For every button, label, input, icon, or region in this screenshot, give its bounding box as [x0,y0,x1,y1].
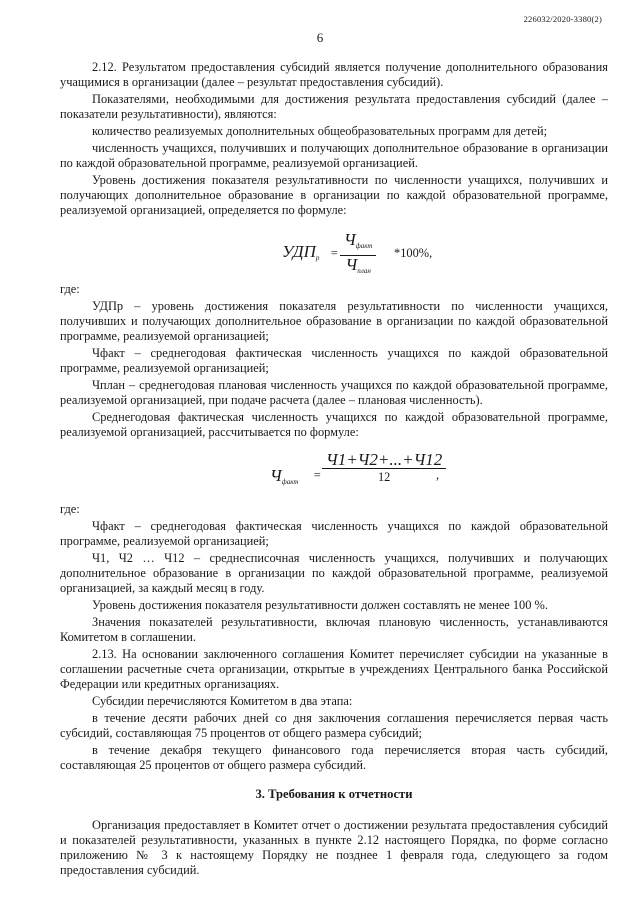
average-formula-intro: Среднегодовая фактическая численность учащихся по каждой образовательной программе, реализуемой организацией, рассчитывается по формуле: [60,410,608,439]
doc-number: 226032/2020-3380(2) [523,14,602,24]
formula1-lhs: УДП [282,242,316,261]
two-stages: Субсидии перечисляются Комитетом в два этапа: [92,694,353,708]
formula2-num: Ч1+Ч2+...+Ч12 [322,452,446,469]
formula1-den: Ч [345,255,358,274]
formula1-lhs-sub: р [315,254,320,262]
formula1-num-sub: факт [355,242,373,250]
formula2-lhs-sub: факт [281,478,299,486]
definition-ch-fakt-2: Чфакт – среднегодовая фактическая численность учащихся по каждой образовательной программе, реализуемой организацией; [60,519,608,548]
indicator-1: количество реализуемых дополнительных общеобразовательных программ для детей; [92,124,548,138]
formula1-tail: *100%, [394,246,433,260]
values-set: Значения показателей результативности, включая плановую численность, устанавливаются Комитетом в соглашении. [60,615,608,644]
definition-udp: УДПр – уровень достижения показателя результативности по численности учащихся, получивших и получающих дополнительное образование в организации по каждой образовательной программе, реализуемой организацией; [60,299,608,343]
where-label-2: где: [60,502,80,516]
formula1-eq: = [330,246,339,260]
report-requirement: Организация предоставляет в Комитет отчет о достижении результата предоставления субсидий и показателей результативности, указанных в пункте 2.12 настоящего Порядка, по форме согласно приложению № 3 к настоящему Порядку не позднее 1 февраля года, следующего за годом предоставления субсидий. [60,818,608,877]
formula1-num: Ч [344,230,356,249]
where-label-1: где: [60,282,80,296]
definition-ch-fakt: Чфакт – среднегодовая фактическая численность учащихся по каждой образовательной программе, реализуемой организацией; [60,346,608,375]
level-formula-intro: Уровень достижения показателя результативности по численности учащихся, получивших и получающих дополнительное образование в организации по каждой образовательной программе, реализуемой организацией, определяется по формуле: [60,173,608,217]
indicators-intro: Показателями, необходимыми для достижения результата предоставления субсидий (далее – показатели результативности), являются: [60,92,608,121]
document-body [60,60,608,880]
formula2-fraction [322,452,446,485]
section-3-heading: 3. Требования к отчетности [255,787,413,801]
stage-2: в течение декабря текущего финансового года перечисляется вторая часть субсидий, составляющая 25 процентов от общего размера субсидий. [60,743,608,772]
formula2-tail: , [436,468,440,482]
paragraph-2-13: 2.13. На основании заключенного соглашения Комитет перечисляет субсидии на указанные в соглашении расчетные счета организации, открытые в учреждениях Центрального банка Российской Федерации или кредитных организациях. [60,647,608,691]
formula1-fraction [340,232,376,279]
indicator-2: численность учащихся, получивших и получающих дополнительное образование в организации по каждой образовательной программе, реализуемой организацией. [60,141,608,170]
stage-1: в течение десяти рабочих дней со дня заключения соглашения перечисляется первая часть субсидий, составляющая 75 процентов от общего размера субсидий; [60,711,608,740]
formula-ch-fakt [60,442,608,502]
formula-udp [60,220,608,282]
level-minimum: Уровень достижения показателя результативности должен составлять не менее 100 %. [92,598,548,612]
page-number: 6 [316,30,324,45]
formula1-den-sub: план [357,267,371,275]
definition-ch-1-12: Ч1, Ч2 … Ч12 – среднесписочная численность учащихся, получивших и получающих дополнительное образование в организации по каждой образовательной программе, реализуемой организацией, за каждый месяц в году. [60,551,608,595]
definition-ch-plan: Чплан – среднегодовая плановая численность учащихся по каждой образовательной программе, реализуемой организацией, при подаче расчета (далее – плановая численность). [60,378,608,407]
paragraph-2-12: 2.12. Результатом предоставления субсидий является получение дополнительного образования учащимися в организации (далее – результат предоставления субсидий). [60,60,608,89]
formula2-eq: = [313,468,322,482]
formula2-lhs: Ч [270,466,282,485]
formula2-den: 12 [377,470,391,484]
